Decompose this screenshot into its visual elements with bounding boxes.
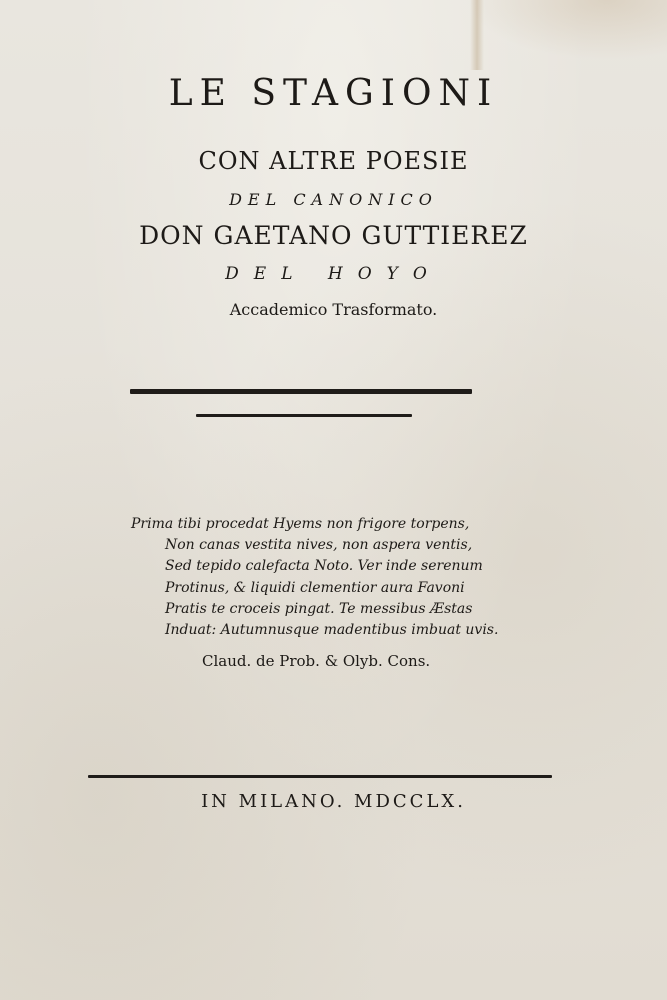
epigraph bbox=[0, 514, 667, 641]
epigraph-attribution: Claud. de Prob. & Olyb. Cons. bbox=[202, 652, 431, 670]
thick-divider-rule bbox=[130, 389, 472, 394]
book-subtitle: CON ALTRE POESIE bbox=[198, 147, 469, 175]
epigraph-line: Non canas vestita nives, non aspera ventis, bbox=[165, 537, 473, 554]
author-surname-suffix: DEL HOYO bbox=[225, 264, 442, 284]
book-title: LE STAGIONI bbox=[168, 73, 499, 114]
epigraph-line: Protinus, & liquidi clementior aura Favoni bbox=[165, 579, 465, 596]
thin-divider-rule bbox=[196, 414, 412, 417]
author-name: DON GAETANO GUTTIEREZ bbox=[139, 221, 528, 250]
imprint: IN MILANO. MDCCLX. bbox=[201, 791, 466, 812]
epigraph-line: Sed tepido calefacta Noto. Ver inde serenum bbox=[165, 558, 483, 575]
epigraph-line: Pratis te croceis pingat. Te messibus Æstas bbox=[165, 600, 473, 617]
paper-stain bbox=[467, 0, 667, 60]
epigraph-line: Prima tibi procedat Hyems non frigore torpens, bbox=[131, 516, 470, 532]
author-affiliation: Accademico Trasformato. bbox=[229, 300, 438, 319]
bottom-divider-rule bbox=[88, 775, 552, 778]
author-prefix: DEL CANONICO bbox=[229, 190, 438, 209]
epigraph-line: Induat: Autumnusque madentibus imbuat uvis. bbox=[165, 622, 499, 639]
